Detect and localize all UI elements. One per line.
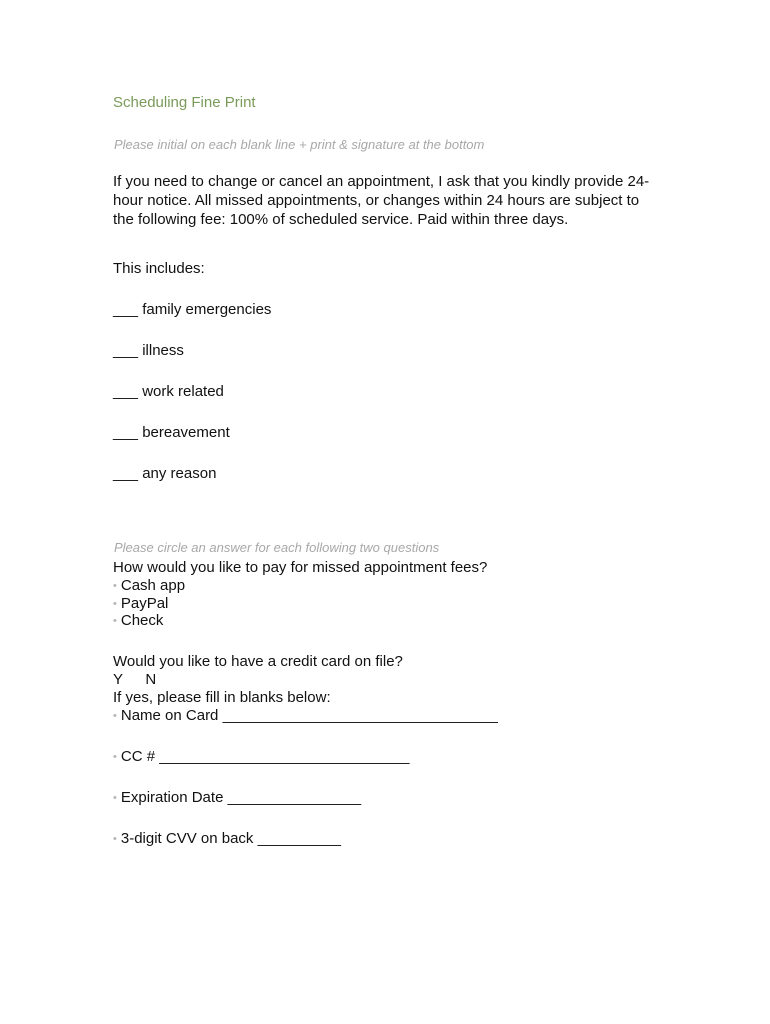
initial-instruction: Please initial on each blank line + print & signature at the bottom	[114, 137, 485, 152]
card-field-label: 3-digit CVV on back __________	[120, 830, 342, 847]
policy-line: the following fee: 100% of scheduled service. Paid within three days.	[113, 211, 569, 228]
includes-item-any-reason[interactable]: ___ any reason	[113, 465, 217, 482]
bullet-icon: •	[113, 580, 117, 592]
policy-paragraph	[113, 172, 673, 229]
card-field-label: CC # ______________________________	[120, 748, 410, 765]
yes-option[interactable]: Y	[113, 671, 124, 688]
bullet-icon: •	[113, 710, 117, 722]
bullet-icon: •	[113, 833, 117, 845]
includes-heading: This includes:	[113, 260, 205, 277]
card-field-cc-number[interactable]	[113, 747, 409, 768]
payment-question: How would you like to pay for missed appointment fees?	[113, 559, 488, 576]
bullet-icon: •	[113, 751, 117, 763]
no-option[interactable]: N	[145, 671, 157, 688]
includes-item-work-related[interactable]: ___ work related	[113, 383, 224, 400]
card-field-label: Name on Card _________________________________	[120, 707, 498, 724]
fill-instruction: If yes, please fill in blanks below:	[113, 689, 331, 706]
payment-option-label: PayPal	[120, 595, 169, 612]
policy-line: hour notice. All missed appointments, or changes within 24 hours are subject to	[113, 192, 640, 209]
card-field-expiration-date[interactable]	[113, 788, 361, 809]
payment-option-check[interactable]	[113, 611, 163, 632]
bullet-icon: •	[113, 598, 117, 610]
card-question: Would you like to have a credit card on file?	[113, 653, 403, 670]
circle-instruction: Please circle an answer for each following two questions	[114, 540, 440, 555]
card-field-cvv[interactable]	[113, 829, 341, 850]
policy-line: If you need to change or cancel an appointment, I ask that you kindly provide 24-	[113, 173, 650, 190]
card-field-name-on-card[interactable]	[113, 706, 498, 727]
bullet-icon: •	[113, 792, 117, 804]
payment-option-label: Check	[120, 612, 164, 629]
includes-item-bereavement[interactable]: ___ bereavement	[113, 424, 230, 441]
page-title: Scheduling Fine Print	[113, 94, 256, 111]
bullet-icon: •	[113, 615, 117, 627]
card-field-label: Expiration Date ________________	[120, 789, 362, 806]
includes-item-family-emergencies[interactable]: ___ family emergencies	[113, 301, 272, 318]
yes-no-choice	[113, 670, 156, 689]
includes-item-illness[interactable]: ___ illness	[113, 342, 184, 359]
payment-option-label: Cash app	[120, 577, 186, 594]
